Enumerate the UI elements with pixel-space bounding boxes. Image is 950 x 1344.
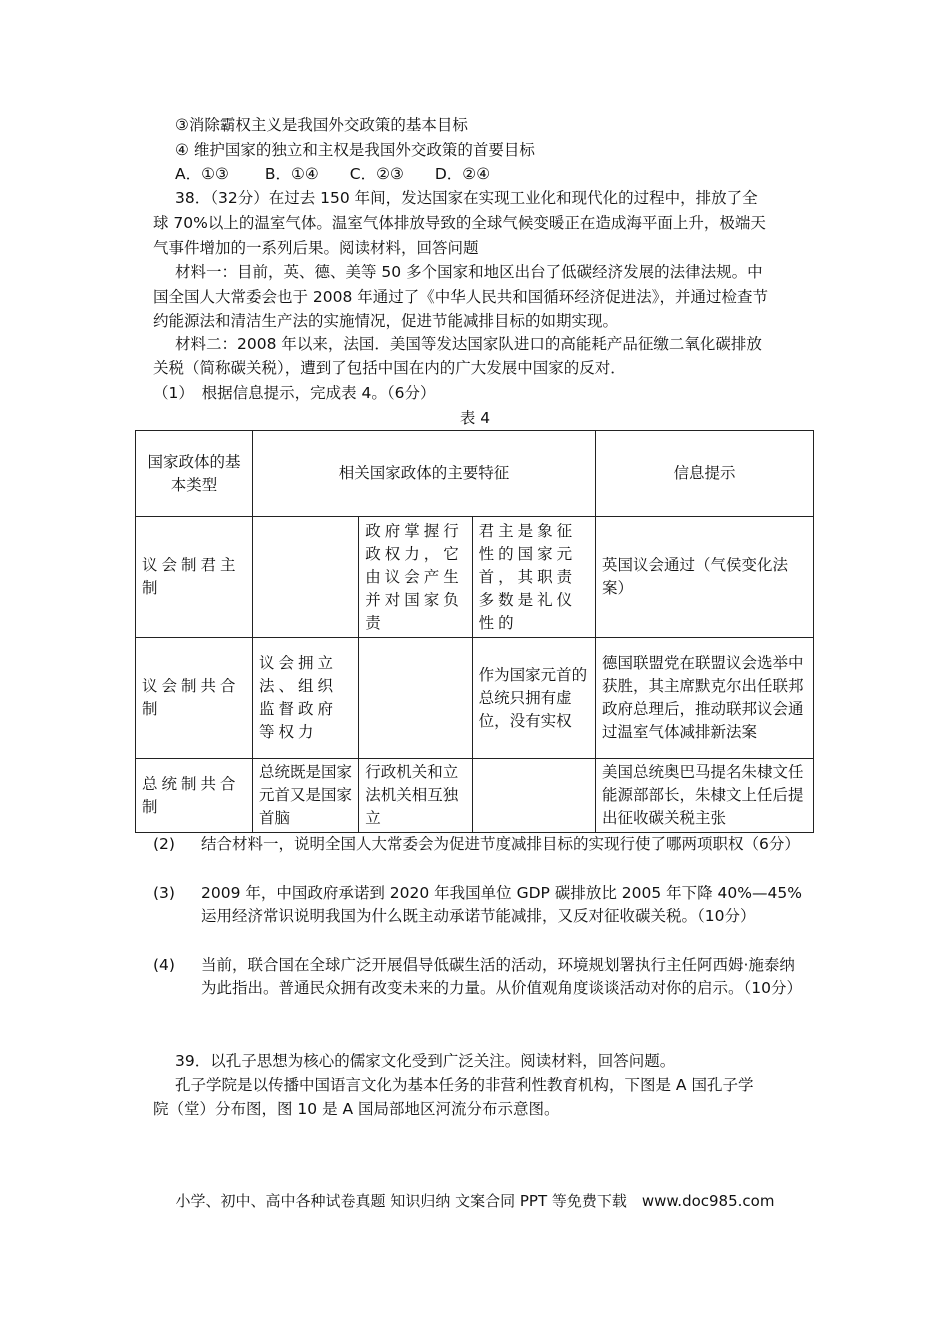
row1-feature-1	[253, 517, 359, 638]
row1-info: 英国议会通过（气侯变化法案）	[596, 517, 814, 638]
q39-line-2: 孔子学院是以传播中国语言文化为基本任务的非营利性教育机构，下图是 A 国孔子学	[175, 1076, 754, 1094]
row2-feature-1: 议会拥立法、组织监督政府等权力	[253, 638, 359, 759]
row3-type: 总统制共合制	[136, 759, 253, 833]
row3-feature-2: 行政机关和立法机关相互独立	[359, 759, 472, 833]
q3-text: 2009 年，中国政府承诺到 2020 年我国单位 GDP 碳排放比 2005 年下降 40%—45%运用经济常识说明我国为什么既主动承诺节能减排，又反对征收碳关税。（10分）	[201, 884, 802, 925]
header-info: 信息提示	[596, 431, 814, 517]
option-3: ③消除霸权主义是我国外交政策的基本目标	[175, 116, 468, 134]
q4-number: (4)	[153, 956, 175, 974]
row2-info: 德国联盟党在联盟议会选举中获胜，其主席默克尔出任联邦政府总理后，推动联邦议会通过温室气体减排新法案	[596, 638, 814, 759]
sub-question-1: （1） 根据信息提示，完成表 4。（6分）	[153, 384, 436, 402]
material2-line-2: 关税（简称碳关税），遭到了包括中国在内的广大发展中国家的反对．	[153, 359, 626, 377]
q38-line-3: 气事件增加的一系列后果。阅读材料，回答问题	[153, 239, 479, 257]
q39-line-1: 39．以孔子思想为核心的儒家文化受到广泛关注。阅读材料，回答问题。	[175, 1052, 676, 1070]
row1-feature-2: 政府掌握行政权力，它由议会产生并对国家负责	[359, 517, 472, 638]
table-caption: 表 4	[459, 409, 491, 427]
row3-feature-1: 总统既是国家元首又是国家首脑	[253, 759, 359, 833]
row2-feature-3: 作为国家元首的总统只拥有虚位，没有实权	[472, 638, 595, 759]
material1-line-3: 约能源法和清洁生产法的实施情况，促进节能减排目标的如期实现。	[153, 312, 619, 330]
material1-line-1: 材料一：目前，英、德、美等 50 多个国家和地区出台了低碳经济发展的法律法规。中	[175, 263, 763, 281]
q2-text: 结合材料一，说明全国人大常委会为促进节度减排目标的实现行使了哪两项职权（6分）	[201, 835, 800, 853]
material1-line-2: 国全国人大常委会也于 2008 年通过了《中华人民共和国循环经济促进法》，并通过检查节	[153, 288, 769, 306]
option-4: ④ 维护国家的独立和主权是我国外交政策的首要目标	[175, 141, 535, 159]
q2-number: (2)	[153, 835, 175, 853]
q38-line-2: 球 70%以上的温室气体。温室气体排放导致的全球气候变暖正在造成海平面上升，极端天	[153, 214, 766, 232]
q38-line-1: 38．（32分）在过去 150 年间，发达国家在实现工业化和现代化的过程中，排放了全	[175, 189, 758, 207]
row1-type: 议会制君主制	[136, 517, 253, 638]
header-type: 国家政体的基本类型	[136, 431, 253, 517]
q39-line-3: 院（堂）分布图，图 10 是 A 国局部地区河流分布示意图。	[153, 1100, 560, 1118]
header-features: 相关国家政体的主要特征	[253, 431, 596, 517]
row2-feature-2	[359, 638, 472, 759]
q4-text: 当前，联合国在全球广泛开展倡导低碳生活的活动，环境规划署执行主任阿西姆·施泰纳为此指出。普通民众拥有改变未来的力量。从价值观角度谈谈活动对你的启示。（10分）	[201, 956, 802, 997]
row2-type: 议会制共合制	[136, 638, 253, 759]
q3-number: (3)	[153, 884, 175, 902]
row3-info: 美国总统奥巴马提名朱棣文任能源部部长，朱棣文上任后提出征收碳关税主张	[596, 759, 814, 833]
material2-line-1: 材料二：2008 年以来，法国．美国等发达国家队进口的高能耗产品征缴二氧化碳排放	[175, 335, 762, 353]
answer-choices: A．①③ B．①④ C．②③ D．②④	[175, 165, 491, 183]
row1-feature-3: 君主是象征性的国家元首，其职责多数是礼仪性的	[472, 517, 595, 638]
footer: 小学、初中、高中各种试卷真题 知识归纳 文案合同 PPT 等免费下载 www.doc985.com	[175, 1192, 775, 1210]
row3-feature-3	[472, 759, 595, 833]
table-4	[135, 430, 814, 833]
